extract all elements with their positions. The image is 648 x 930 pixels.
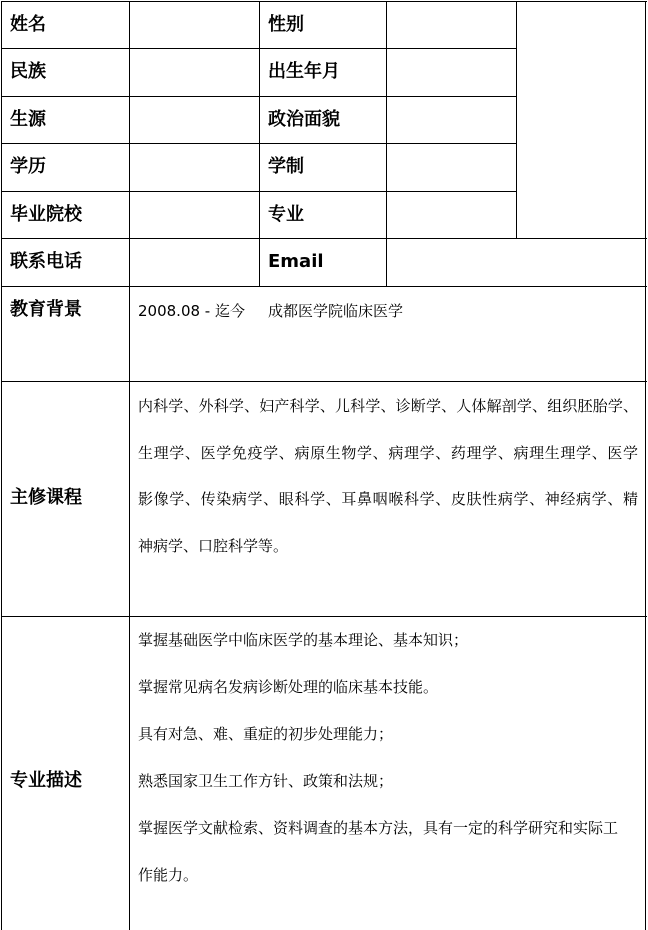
grid-line (386, 1, 387, 286)
origin-label: 生源 (10, 109, 46, 130)
email-label: Email (268, 251, 324, 272)
education-section-label: 教育背景 (10, 299, 82, 320)
school-label: 毕业院校 (10, 204, 82, 225)
major-label: 专业 (268, 204, 304, 225)
description-line: 具有对急、难、重症的初步处理能力； (138, 725, 394, 743)
course-line: 影像学、传染病学、眼科学、耳鼻咽喉科学、皮肤性病学、神经病学、精 (138, 490, 638, 508)
grid-line (1, 286, 647, 287)
grid-line (645, 1, 646, 930)
grid-line (1, 1, 647, 2)
education-institution: 成都医学院临床医学 (268, 302, 404, 320)
course-line: 神病学、口腔科学等。 (138, 537, 289, 555)
grid-line (516, 1, 517, 238)
grid-line (1, 238, 647, 239)
name-label: 姓名 (10, 14, 46, 35)
courses-section-label: 主修课程 (10, 487, 82, 508)
phone-label: 联系电话 (10, 251, 82, 272)
description-line: 掌握常见病名发病诊断处理的临床基本技能。 (138, 678, 439, 696)
grid-line (129, 1, 130, 930)
duration-label: 学制 (268, 156, 304, 177)
birth-label: 出生年月 (268, 61, 340, 82)
grid-line (259, 1, 260, 286)
grid-line (1, 616, 647, 617)
ethnicity-label: 民族 (10, 61, 46, 82)
description-line: 作能力。 (138, 866, 199, 884)
description-section-label: 专业描述 (10, 770, 82, 791)
grid-line (1, 1, 2, 930)
course-line: 生理学、医学免疫学、病原生物学、病理学、药理学、病理生理学、医学 (138, 444, 638, 462)
education-period: 2008.08 - 迄今 (138, 302, 245, 320)
description-line: 熟悉国家卫生工作方针、政策和法规； (138, 772, 394, 790)
description-line: 掌握基础医学中临床医学的基本理论、基本知识； (138, 631, 469, 649)
course-line: 内科学、外科学、妇产科学、儿科学、诊断学、人体解剖学、组织胚胎学、 (138, 397, 638, 415)
grid-line (1, 381, 647, 382)
description-line: 掌握医学文献检索、资料调查的基本方法，具有一定的科学研究和实际工 (138, 819, 619, 837)
gender-label: 性别 (268, 14, 304, 35)
politics-label: 政治面貌 (268, 109, 340, 130)
education-label: 学历 (10, 156, 46, 177)
